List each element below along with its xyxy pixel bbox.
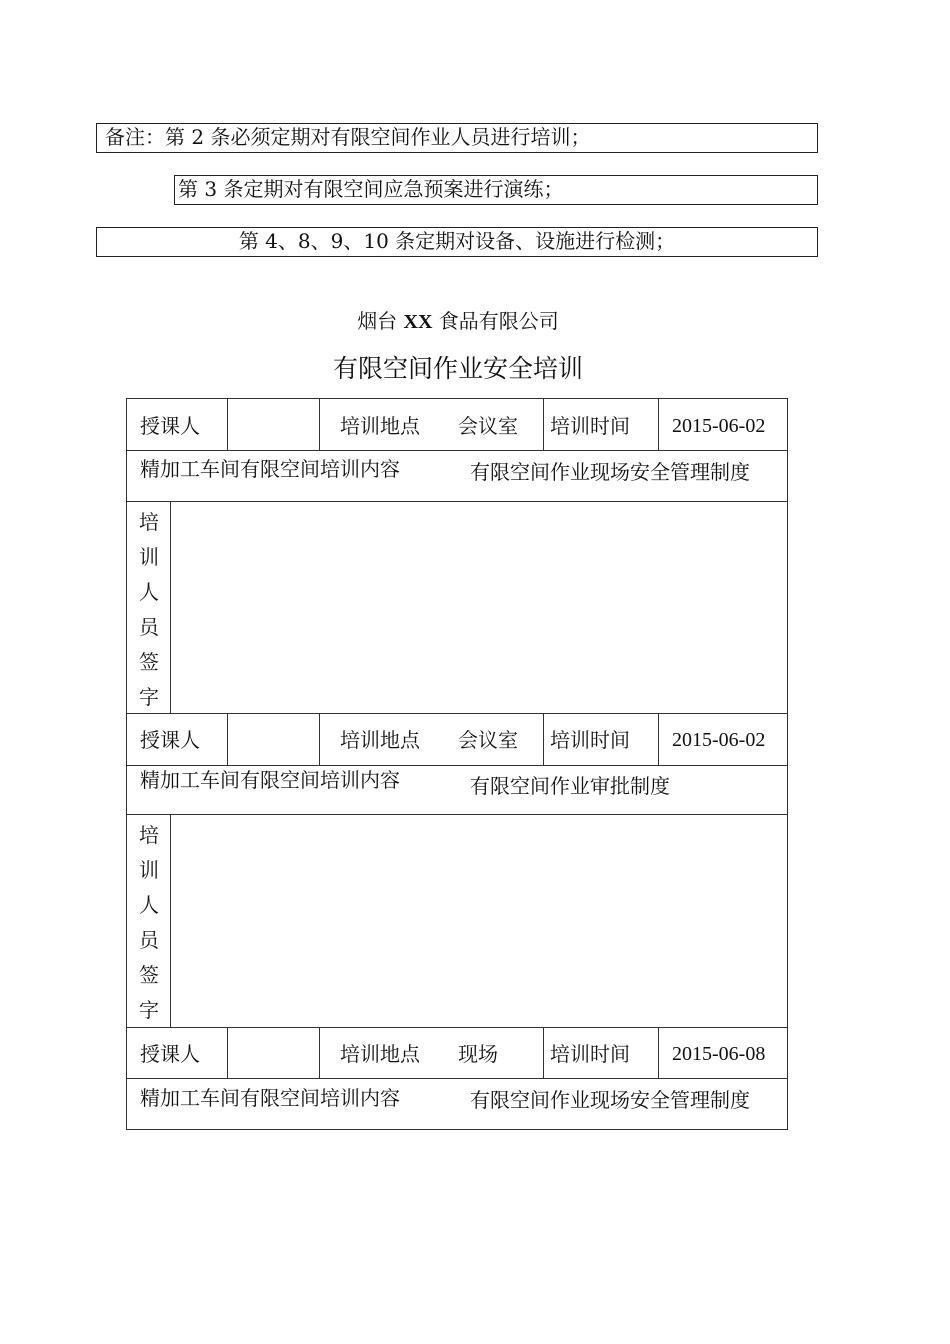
training-date: 2015-06-02	[672, 729, 766, 751]
col-divider	[319, 1027, 320, 1078]
content-label: 精加工车间有限空间培训内容	[140, 768, 400, 792]
location-value: 会议室	[458, 414, 518, 438]
row-divider	[126, 765, 788, 766]
signature-label: 培训人员签字	[139, 823, 159, 1022]
col-divider	[543, 1027, 544, 1078]
training-table	[126, 398, 788, 1130]
col-divider	[543, 713, 544, 765]
col-divider	[227, 713, 228, 765]
col-divider	[658, 713, 659, 765]
signature-label: 培训人员签字	[139, 510, 159, 709]
location-label: 培训地点	[340, 414, 420, 438]
col-divider	[319, 398, 320, 450]
note-line-3: 第 4、8、9、10 条定期对设备、设施进行检测；	[96, 227, 818, 257]
company-name	[0, 307, 916, 336]
location-value: 会议室	[458, 728, 518, 752]
col-divider	[227, 1027, 228, 1078]
row-divider	[126, 814, 788, 815]
content-label: 精加工车间有限空间培训内容	[140, 457, 400, 481]
time-label: 培训时间	[550, 1042, 630, 1066]
col-divider	[543, 398, 544, 450]
row-divider	[126, 450, 788, 451]
col-divider	[170, 814, 171, 1027]
time-label: 培训时间	[550, 414, 630, 438]
col-divider	[319, 713, 320, 765]
company-prefix: 烟台	[357, 309, 404, 333]
lecturer-label: 授课人	[140, 414, 200, 438]
training-date: 2015-06-02	[672, 415, 766, 437]
page-title: 有限空间作业安全培训	[332, 354, 583, 383]
company-suffix: 食品有限公司	[432, 309, 559, 333]
note-line-1: 备注：第 2 条必须定期对有限空间作业人员进行培训；	[96, 123, 818, 153]
col-divider	[658, 398, 659, 450]
location-value: 现场	[458, 1042, 498, 1066]
location-label: 培训地点	[340, 728, 420, 752]
content-value: 有限空间作业现场安全管理制度	[470, 1088, 750, 1112]
lecturer-label: 授课人	[140, 1042, 200, 1066]
content-label: 精加工车间有限空间培训内容	[140, 1086, 400, 1110]
col-divider	[227, 398, 228, 450]
col-divider	[170, 501, 171, 713]
time-label: 培训时间	[550, 728, 630, 752]
lecturer-label: 授课人	[140, 728, 200, 752]
content-value: 有限空间作业现场安全管理制度	[470, 460, 750, 484]
row-divider	[126, 501, 788, 502]
note-line-2: 第 3 条定期对有限空间应急预案进行演练；	[174, 175, 818, 205]
row-divider	[126, 1078, 788, 1079]
company-bold: XX	[403, 311, 433, 333]
row-divider	[126, 713, 788, 714]
row-divider	[126, 1027, 788, 1028]
content-value: 有限空间作业审批制度	[470, 774, 670, 798]
training-date: 2015-06-08	[672, 1043, 766, 1065]
location-label: 培训地点	[340, 1042, 420, 1066]
col-divider	[658, 1027, 659, 1078]
